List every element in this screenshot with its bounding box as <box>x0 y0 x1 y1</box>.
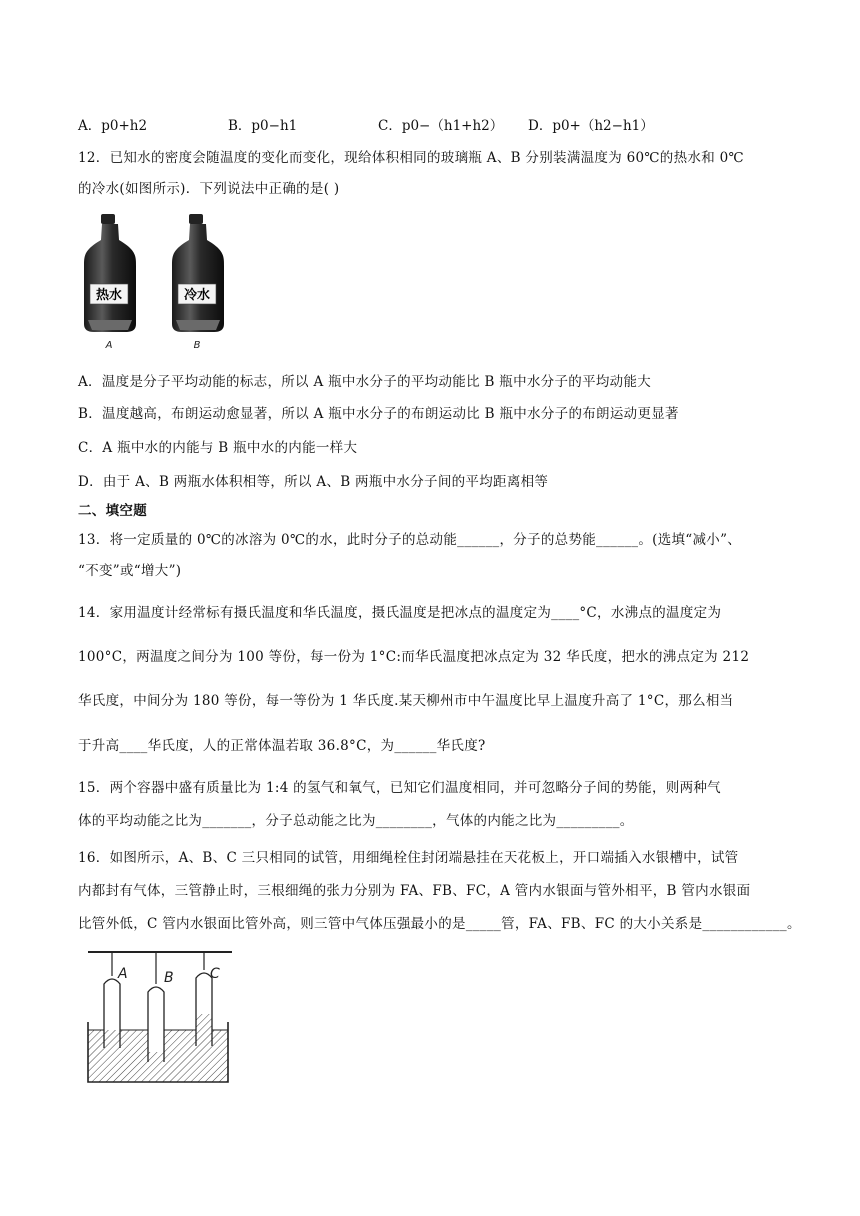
tube-b-label: B <box>164 970 174 986</box>
q11-option-d: D．p0+（h2−h1） <box>528 118 654 134</box>
section-title: 二、填空题 <box>78 503 147 519</box>
q12-option-a: A．温度是分子平均动能的标志，所以 A 瓶中水分子的平均动能比 B 瓶中水分子的平均动能大 <box>78 374 652 390</box>
q12-option-b: B．温度越高，布朗运动愈显著，所以 A 瓶中水分子的布朗运动比 B 瓶中水分子的布朗运动更显著 <box>78 406 679 422</box>
q13-line1: 13．将一定质量的 0℃的冰溶为 0℃的水，此时分子的总动能______，分子的总势能______。(选填“减小”、 <box>78 532 742 548</box>
q12-option-d: D．由于 A、B 两瓶水体积相等，所以 A、B 两瓶中水分子间的平均距离相等 <box>78 474 549 490</box>
q12-stem-line2: 的冷水(如图所示)．下列说法中正确的是( ) <box>78 181 340 197</box>
q12-bottles-figure <box>84 212 224 352</box>
bottle-a-caption: A <box>105 340 113 351</box>
tube-c-label: C <box>210 966 220 982</box>
q11-option-b: B．p0−h1 <box>228 118 298 134</box>
q13-line2: “不变”或“增大”) <box>78 563 182 579</box>
q16-line3: 比管外低，C 管内水银面比管外高，则三管中气体压强最小的是_____管，FA、FB、FC 的大小关系是____________。 <box>78 916 801 932</box>
q14-line1: 14．家用温度计经常标有摄氏温度和华氏温度，摄氏温度是把冰点的温度定为____°C，水沸点的温度定为 <box>78 605 722 621</box>
bottle-b-caption: B <box>193 340 201 351</box>
q16-test-tubes-figure <box>84 948 236 1088</box>
q15-line1: 15．两个容器中盛有质量比为 1:4 的氢气和氧气，已知它们温度相同，并可忽略分子间的势能，则两种气 <box>78 780 721 796</box>
q11-option-c: C．p0−（h1+h2） <box>378 118 504 134</box>
q16-line1: 16．如图所示，A、B、C 三只相同的试管，用细绳栓住封闭端悬挂在天花板上，开口端插入水银槽中，试管 <box>78 850 739 866</box>
q12-stem-line1: 12．已知水的密度会随温度的变化而变化，现给体积相同的玻璃瓶 A、B 分别装满温度为 60℃的热水和 0℃ <box>78 150 744 166</box>
q14-line3: 华氏度，中间分为 180 等份，每一等份为 1 华氏度.某天柳州市中午温度比早上温度升高了 1°C，那么相当 <box>78 693 734 709</box>
tube-a-label: A <box>118 966 128 982</box>
q12-option-c: C．A 瓶中水的内能与 B 瓶中水的内能一样大 <box>78 440 358 456</box>
q16-line2: 内都封有气体，三管静止时，三根细绳的张力分别为 FA、FB、FC，A 管内水银面与管外相平，B 管内水银面 <box>78 883 751 899</box>
bottle-a-label: 热水 <box>95 288 123 303</box>
q11-option-a: A．p0+h2 <box>78 118 148 134</box>
q15-line2: 体的平均动能之比为_______，分子总动能之比为________，气体的内能之比为_________。 <box>78 813 634 829</box>
bottle-b-label: 冷水 <box>183 288 211 303</box>
bottle-a <box>84 214 136 351</box>
bottle-b <box>172 214 224 351</box>
q14-line4: 于升高____华氏度，人的正常体温若取 36.8°C，为______华氏度? <box>78 738 486 754</box>
q14-line2: 100°C，两温度之间分为 100 等份，每一份为 1°C:而华氏温度把冰点定为 32 华氏度，把水的沸点定为 212 <box>78 649 750 665</box>
